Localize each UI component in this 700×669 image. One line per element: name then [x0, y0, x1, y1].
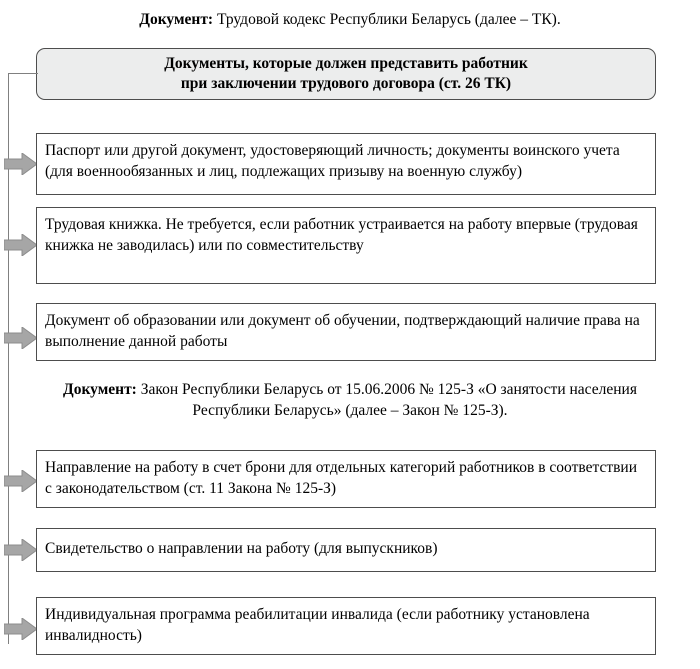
list-item	[36, 303, 656, 361]
list-item	[36, 207, 656, 284]
list-item	[36, 528, 656, 572]
document-note-1	[40, 10, 660, 31]
diagram-header-box	[36, 48, 656, 100]
list-item	[36, 597, 656, 655]
document-note-2-label: Документ:	[63, 381, 137, 398]
diagram-header-line2: при заключении трудового договора (ст. 26 ТК)	[180, 75, 512, 92]
list-item	[36, 133, 656, 195]
list-item-text: Свидетельство о направлении на работу (для выпускников)	[45, 540, 438, 558]
arrow-icon	[4, 327, 38, 349]
arrow-icon	[4, 539, 38, 561]
arrow-icon	[4, 618, 38, 640]
arrow-icon	[4, 234, 38, 256]
connector-stub	[8, 73, 38, 74]
document-note-1-text: Трудовой кодекс Республики Беларусь (далее – ТК).	[213, 11, 561, 28]
document-note-2	[40, 380, 660, 422]
list-item-text: Документ об образовании или документ об обучении, подтверждающий наличие права на выполнение данной работы	[45, 312, 640, 350]
list-item-text: Трудовая книжка. Не требуется, если работник устраивается на работу впервые (трудовая книжка не заводилась) или по совместительству	[45, 216, 638, 254]
arrow-icon	[4, 470, 38, 492]
list-item-text: Направление на работу в счет брони для отдельных категорий работников в соответствии с законодательством (ст. 11 Закона № 125-З)	[45, 459, 638, 497]
document-note-1-label: Документ:	[139, 11, 214, 28]
document-note-2-text: Закон Республики Беларусь от 15.06.2006 № 125-З «О занятости населения Республики Беларусь» (далее – Закон № 125-З).	[136, 381, 637, 419]
list-item	[36, 450, 656, 508]
list-item-text: Индивидуальная программа реабилитации инвалида (если работнику установлена инвалидность)	[45, 606, 590, 644]
list-item-text: Паспорт или другой документ, удостоверяющий личность; документы воинского учета (для военнообязанных и лиц, подлежащих призыву на военную службу)	[45, 142, 620, 180]
diagram-header-line1: Документы, которые должен представить работник	[164, 54, 528, 72]
arrow-icon	[4, 153, 38, 175]
